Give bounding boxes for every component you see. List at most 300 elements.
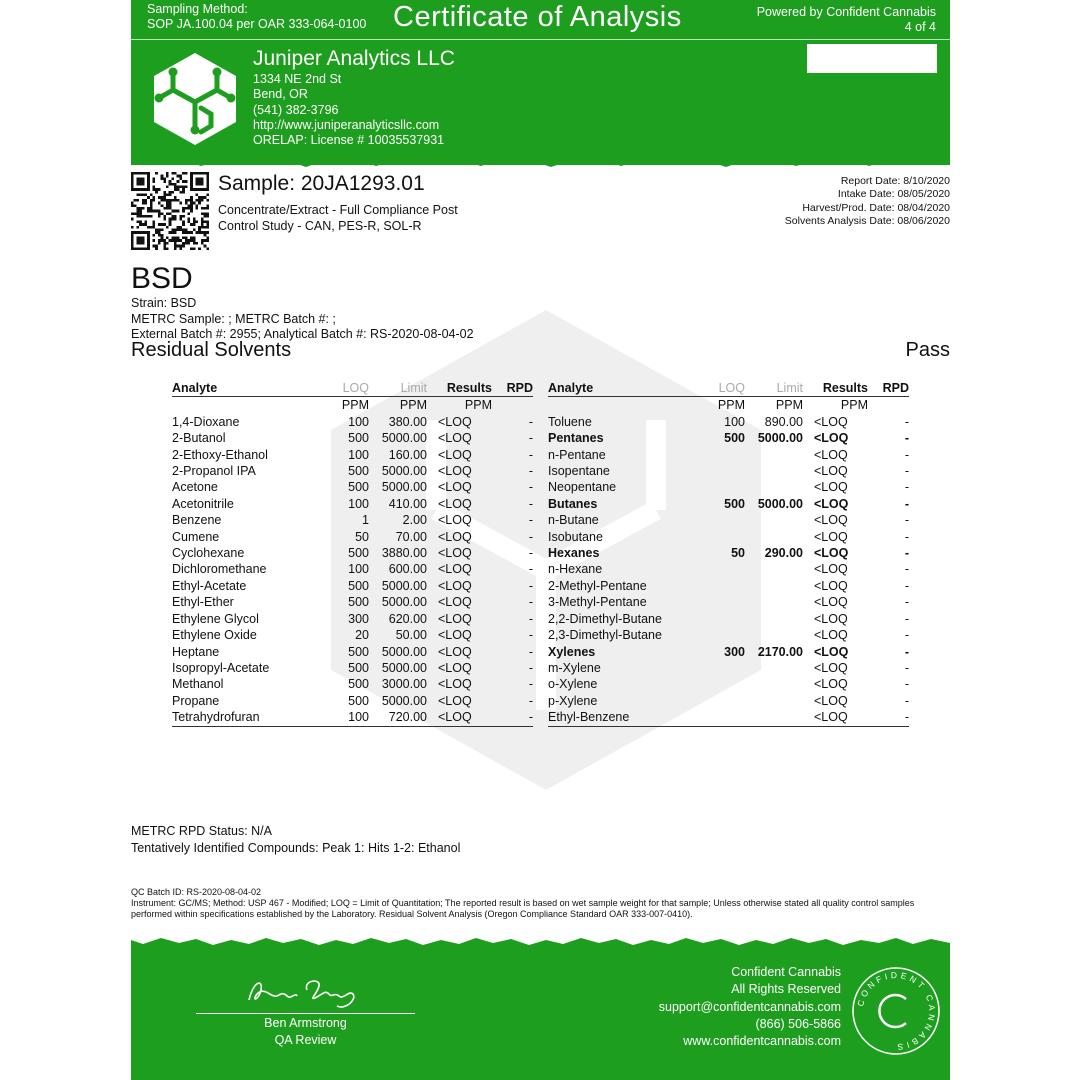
- rpd-cell: -: [868, 709, 909, 726]
- dates-block: [785, 175, 950, 228]
- unit-results: PPM: [840, 398, 868, 413]
- limit-cell: 160.00: [388, 447, 427, 462]
- limit-cell: [745, 611, 803, 627]
- loq-cell: [688, 611, 745, 627]
- svg-text:CONFIDENT CANNABIS: [855, 970, 937, 1052]
- result-cell: <LOQ: [814, 480, 848, 495]
- signer-role: QA Review: [274, 1033, 337, 1047]
- loq-cell: 1: [362, 513, 369, 528]
- intake-date: Intake Date: 08/05/2020: [837, 188, 950, 201]
- loq-cell: [688, 660, 745, 676]
- rpd-cell: -: [528, 562, 533, 577]
- sample-id: Sample: 20JA1293.01: [218, 172, 425, 195]
- loq-cell: 100: [348, 414, 369, 429]
- table-row: [172, 447, 533, 463]
- rpd-cell: -: [904, 496, 909, 511]
- limit-cell: 5000.00: [381, 464, 427, 479]
- result-cell: <LOQ: [814, 611, 848, 626]
- limit-cell: [745, 578, 803, 594]
- limit-cell: 720.00: [369, 709, 427, 726]
- table-row: [172, 693, 533, 709]
- loq-cell: 100: [348, 447, 369, 462]
- table-row: [172, 414, 533, 430]
- rpd-cell: -: [904, 447, 909, 462]
- table-row: [548, 496, 909, 512]
- notes: [131, 823, 460, 857]
- analyte-cell: m-Xylene: [548, 660, 601, 675]
- table-row: [548, 430, 909, 446]
- limit-cell: 410.00: [388, 496, 427, 511]
- loq-cell: 500: [348, 693, 369, 708]
- lab-contact: [253, 72, 444, 148]
- rpd-cell: -: [528, 660, 533, 675]
- table-row: [172, 496, 533, 512]
- result-cell: <LOQ: [814, 628, 848, 643]
- result-cell: <LOQ: [438, 677, 472, 692]
- qr-code-icon[interactable]: [131, 172, 209, 250]
- rpd-cell: -: [528, 693, 533, 708]
- col-results: Results: [803, 380, 868, 397]
- analyte-cell: Pentanes: [548, 431, 604, 446]
- result-cell: <LOQ: [438, 414, 472, 429]
- result-cell: <LOQ: [438, 546, 472, 561]
- analyte-cell: Ethylene Oxide: [172, 628, 257, 643]
- rpd-cell: -: [528, 628, 533, 643]
- limit-cell: 620.00: [388, 611, 427, 626]
- limit-cell: 5000.00: [381, 578, 427, 593]
- rpd-cell: -: [528, 447, 533, 462]
- solvents-date: Solvents Analysis Date: 08/06/2020: [784, 214, 950, 227]
- result-cell: <LOQ: [427, 709, 492, 726]
- limit-cell: 3000.00: [381, 677, 427, 692]
- analyte-cell: Isopropyl-Acetate: [172, 660, 270, 675]
- signature-image: [241, 970, 371, 1014]
- qc-batch-id: QC Batch ID: RS-2020-08-04-02: [131, 887, 262, 897]
- table-row: [172, 545, 533, 561]
- table-row: [548, 463, 909, 479]
- limit-cell: [745, 512, 803, 528]
- analyte-cell: Dichloromethane: [172, 562, 267, 577]
- analyte-cell: Benzene: [172, 513, 222, 528]
- signer-block: [196, 1015, 415, 1049]
- rpd-cell: -: [904, 431, 909, 446]
- result-cell: <LOQ: [438, 595, 472, 610]
- result-cell: <LOQ: [438, 529, 472, 544]
- loq-cell: 500: [348, 431, 369, 446]
- rpd-cell: -: [904, 693, 909, 708]
- cc-rights: All Rights Reserved: [731, 982, 841, 997]
- table-row: [548, 660, 909, 676]
- rpd-status: METRC RPD Status: N/A: [131, 824, 272, 838]
- loq-cell: 500: [348, 677, 369, 692]
- molecule-hexagon-logo-icon: [147, 50, 243, 146]
- limit-cell: 5000.00: [381, 693, 427, 708]
- table-row: [548, 561, 909, 577]
- result-cell: <LOQ: [814, 513, 848, 528]
- result-cell: <LOQ: [438, 464, 472, 479]
- rpd-cell: -: [904, 546, 909, 561]
- unit-loq: PPM: [717, 398, 745, 413]
- sampling-method-label: Sampling Method:: [147, 2, 248, 16]
- table-row: [548, 693, 909, 709]
- rpd-cell: -: [528, 529, 533, 544]
- result-cell: <LOQ: [814, 529, 848, 544]
- metrc-info: METRC Sample: ; METRC Batch #: ;: [131, 311, 336, 326]
- loq-cell: 500: [348, 660, 369, 675]
- limit-cell: 5000.00: [381, 480, 427, 495]
- loq-cell: [688, 447, 745, 463]
- sample-desc-line1: Concentrate/Extract - Full Compliance Post: [218, 203, 458, 217]
- col-analyte: Analyte: [548, 380, 688, 397]
- limit-cell: [745, 463, 803, 479]
- loq-cell: 100: [724, 414, 745, 429]
- limit-cell: 290.00: [764, 546, 803, 561]
- analyte-cell: 2,3-Dimethyl-Butane: [548, 628, 662, 643]
- rpd-cell: -: [528, 644, 533, 659]
- result-cell: <LOQ: [814, 578, 848, 593]
- table-row: [548, 447, 909, 463]
- analyte-cell: Cyclohexane: [172, 546, 245, 561]
- loq-cell: [688, 561, 745, 577]
- rpd-cell: -: [904, 595, 909, 610]
- result-cell: <LOQ: [803, 709, 868, 726]
- analyte-cell: Neopentane: [548, 480, 617, 495]
- result-cell: <LOQ: [814, 546, 849, 561]
- result-cell: <LOQ: [814, 644, 849, 659]
- loq-cell: 20: [355, 628, 369, 643]
- cc-phone: (866) 506-5866: [755, 1016, 841, 1031]
- rpd-cell: -: [904, 414, 909, 429]
- rpd-cell: -: [528, 480, 533, 495]
- result-cell: <LOQ: [438, 480, 472, 495]
- limit-cell: 70.00: [395, 529, 427, 544]
- result-cell: <LOQ: [438, 644, 472, 659]
- analyte-cell: 3-Methyl-Pentane: [548, 595, 647, 610]
- result-cell: <LOQ: [814, 431, 849, 446]
- torn-edge-top: [131, 155, 950, 169]
- certificate-page: [131, 0, 950, 1080]
- limit-cell: 5000.00: [757, 496, 803, 511]
- result-cell: <LOQ: [814, 447, 848, 462]
- loq-cell: [688, 578, 745, 594]
- table-row: [172, 660, 533, 676]
- result-cell: <LOQ: [438, 513, 472, 528]
- unit-limit: PPM: [399, 398, 427, 413]
- analyte-cell: Acetone: [172, 480, 218, 495]
- analyte-cell: Methanol: [172, 677, 224, 692]
- harvest-date: Harvest/Prod. Date: 08/04/2020: [802, 201, 950, 214]
- lab-address: 1334 NE 2nd St: [253, 72, 342, 86]
- limit-cell: 5000.00: [381, 595, 427, 610]
- col-analyte: Analyte: [172, 380, 312, 397]
- analyte-cell: Ethyl-Benzene: [548, 709, 688, 726]
- limit-cell: 890.00: [764, 414, 803, 429]
- report-date: Report Date: 8/10/2020: [840, 175, 950, 187]
- analyte-cell: Heptane: [172, 644, 220, 659]
- loq-cell: [688, 512, 745, 528]
- limit-cell: 50.00: [395, 628, 427, 643]
- limit-cell: [745, 594, 803, 610]
- limit-cell: [745, 479, 803, 495]
- col-results: Results: [427, 380, 492, 397]
- signature-line: [196, 1013, 415, 1014]
- table-row: [172, 627, 533, 643]
- analyte-cell: o-Xylene: [548, 677, 598, 692]
- limit-cell: 600.00: [388, 562, 427, 577]
- analyte-cell: Butanes: [548, 496, 598, 511]
- section-title: Residual Solvents: [131, 339, 292, 361]
- table-row: [172, 578, 533, 594]
- result-cell: <LOQ: [814, 496, 849, 511]
- loq-cell: [688, 594, 745, 610]
- loq-cell: 300: [348, 611, 369, 626]
- table-row: [172, 644, 533, 660]
- result-cell: <LOQ: [814, 562, 848, 577]
- header-band: [131, 0, 950, 165]
- rpd-cell: -: [904, 644, 909, 659]
- redacted-box: [807, 44, 937, 73]
- analyte-cell: Cumene: [172, 529, 220, 544]
- loq-cell: [688, 529, 745, 545]
- lab-name: Juniper Analytics LLC: [253, 47, 455, 70]
- table-row: [172, 512, 533, 528]
- result-cell: <LOQ: [438, 611, 472, 626]
- analyte-cell: Xylenes: [548, 644, 596, 659]
- col-rpd: RPD: [492, 380, 533, 397]
- table-row: [172, 463, 533, 479]
- limit-cell: [745, 447, 803, 463]
- rpd-cell: -: [904, 677, 909, 692]
- cc-company: Confident Cannabis: [731, 965, 841, 979]
- analyte-cell: Hexanes: [548, 546, 600, 561]
- result-cell: <LOQ: [438, 660, 472, 675]
- result-cell: <LOQ: [438, 496, 472, 511]
- col-limit: Limit: [369, 380, 427, 397]
- table-row: [548, 414, 909, 430]
- analyte-cell: 2-Ethoxy-Ethanol: [172, 447, 268, 462]
- powered-by-text: Powered by Confident Cannabis: [756, 5, 936, 19]
- loq-cell: 100: [348, 562, 369, 577]
- col-rpd: RPD: [868, 380, 909, 397]
- loq-cell: 50: [355, 529, 369, 544]
- rpd-cell: -: [528, 496, 533, 511]
- loq-cell: 500: [348, 464, 369, 479]
- result-cell: <LOQ: [814, 464, 848, 479]
- rpd-cell: -: [904, 480, 909, 495]
- table-row: [548, 611, 909, 627]
- loq-cell: 300: [724, 644, 745, 659]
- unit-loq: PPM: [341, 398, 369, 413]
- limit-cell: [745, 627, 803, 643]
- table-row: [172, 479, 533, 495]
- loq-cell: 500: [348, 480, 369, 495]
- confident-cannabis-contact: [659, 964, 841, 1050]
- table-row: [548, 479, 909, 495]
- limit-cell: [745, 709, 803, 726]
- limit-cell: 2170.00: [757, 644, 803, 659]
- table-row: [548, 644, 909, 660]
- rpd-cell: -: [904, 529, 909, 544]
- result-cell: <LOQ: [814, 414, 848, 429]
- loq-cell: 100: [348, 496, 369, 511]
- product-meta: [131, 296, 474, 343]
- analyte-cell: n-Hexane: [548, 562, 603, 577]
- table-row: [548, 512, 909, 528]
- loq-cell: 500: [724, 496, 745, 511]
- table-row: [172, 430, 533, 446]
- table-row: [172, 594, 533, 610]
- loq-cell: 50: [731, 546, 745, 561]
- table-row: [172, 676, 533, 692]
- rpd-cell: -: [904, 628, 909, 643]
- table-row: [172, 709, 533, 726]
- limit-cell: [745, 660, 803, 676]
- rpd-cell: -: [904, 611, 909, 626]
- analyte-cell: Ethyl-Acetate: [172, 578, 247, 593]
- loq-cell: [688, 463, 745, 479]
- table-row: [548, 529, 909, 545]
- table-row: [548, 709, 909, 726]
- lab-city: Bend, OR: [253, 87, 308, 102]
- table-row: [172, 611, 533, 627]
- rpd-cell: -: [528, 677, 533, 692]
- loq-cell: 500: [348, 546, 369, 561]
- result-cell: <LOQ: [814, 693, 848, 708]
- limit-cell: 5000.00: [381, 660, 427, 675]
- signer-name: Ben Armstrong: [264, 1016, 347, 1030]
- rpd-cell: -: [904, 562, 909, 577]
- analyte-cell: Isopentane: [548, 464, 610, 479]
- rpd-cell: -: [528, 595, 533, 610]
- lab-phone: (541) 382-3796: [253, 102, 339, 117]
- instrument-note: Instrument: GC/MS; Method: USP 467 - Modified; LOQ = Limit of Quantitation; The reported result is based on wet sample weight for that sample; Unless otherwise stated all quality control samples performed within specifications established by the Laboratory. Residual Solvent Analysis (Oregon Compliance Standard OAR 333-007-0410).: [131, 898, 915, 919]
- limit-cell: 5000.00: [757, 431, 803, 446]
- cc-email[interactable]: support@confidentcannabis.com: [658, 999, 841, 1014]
- loq-cell: 500: [348, 578, 369, 593]
- loq-cell: 500: [348, 595, 369, 610]
- unit-results: PPM: [464, 398, 492, 413]
- col-limit: Limit: [745, 380, 803, 397]
- analyte-cell: p-Xylene: [548, 693, 598, 708]
- analyte-cell: Toluene: [548, 414, 592, 429]
- lab-license: ORELAP: License # 10035537931: [253, 133, 445, 148]
- col-loq: LOQ: [312, 380, 369, 397]
- rpd-cell: -: [904, 464, 909, 479]
- result-cell: <LOQ: [814, 660, 848, 675]
- analyte-cell: Isobutane: [548, 529, 603, 544]
- col-loq: LOQ: [688, 380, 745, 397]
- result-cell: <LOQ: [438, 693, 472, 708]
- result-cell: <LOQ: [438, 578, 472, 593]
- analyte-cell: Tetrahydrofuran: [172, 709, 312, 726]
- table-row: [548, 545, 909, 561]
- table-row: [548, 578, 909, 594]
- batch-info: External Batch #: 2955; Analytical Batch #: RS-2020-08-04-02: [131, 327, 474, 341]
- sampling-method: [147, 2, 366, 32]
- product-name: BSD: [131, 262, 193, 295]
- loq-cell: [688, 627, 745, 643]
- powered-by: [757, 5, 936, 35]
- result-cell: <LOQ: [814, 595, 848, 610]
- result-cell: <LOQ: [814, 677, 848, 692]
- rpd-cell: -: [528, 431, 533, 446]
- rpd-cell: -: [528, 513, 533, 528]
- solvents-table-right: [548, 380, 909, 727]
- lab-url[interactable]: http://www.juniperanalyticsllc.com: [253, 117, 440, 132]
- cc-website[interactable]: www.confidentcannabis.com: [683, 1034, 841, 1049]
- unit-limit: PPM: [775, 398, 803, 413]
- left-table-body: [172, 414, 533, 726]
- sample-desc-line2: Control Study - CAN, PES-R, SOL-R: [218, 219, 422, 233]
- analyte-cell: Propane: [172, 693, 220, 708]
- sampling-method-value: SOP JA.100.04 per OAR 333-064-0100: [147, 17, 367, 31]
- result-cell: <LOQ: [438, 562, 472, 577]
- analyte-cell: Acetonitrile: [172, 496, 234, 511]
- solvents-table-left: [172, 380, 533, 727]
- table-row: [172, 529, 533, 545]
- limit-cell: [745, 676, 803, 692]
- loq-cell: [688, 479, 745, 495]
- limit-cell: [745, 561, 803, 577]
- limit-cell: [745, 693, 803, 709]
- pass-status: Pass: [905, 339, 950, 361]
- rpd-cell: -: [528, 546, 533, 561]
- analyte-cell: Ethylene Glycol: [172, 611, 259, 626]
- table-row: [548, 627, 909, 643]
- loq-cell: 100: [312, 709, 369, 726]
- loq-cell: [688, 693, 745, 709]
- sample-description: [218, 202, 458, 234]
- rpd-cell: -: [528, 414, 533, 429]
- right-table-body: [548, 414, 909, 726]
- seal-text: CONFIDENT CANNABIS: [855, 969, 938, 1053]
- page-number: 4 of 4: [904, 20, 936, 34]
- rpd-cell: -: [904, 578, 909, 593]
- analyte-cell: 2-Propanol IPA: [172, 464, 256, 479]
- limit-cell: [745, 529, 803, 545]
- analyte-cell: Ethyl-Ether: [172, 595, 234, 610]
- result-cell: <LOQ: [438, 628, 472, 643]
- loq-cell: 500: [724, 431, 745, 446]
- limit-cell: 380.00: [388, 414, 427, 429]
- loq-cell: [688, 676, 745, 692]
- limit-cell: 2.00: [402, 513, 427, 528]
- rpd-cell: -: [904, 660, 909, 675]
- certificate-title: Certificate of Analysis: [393, 1, 682, 33]
- result-cell: <LOQ: [438, 447, 472, 462]
- result-cell: <LOQ: [438, 431, 472, 446]
- tentative-compounds: Tentatively Identified Compounds: Peak 1: Hits 1-2: Ethanol: [131, 841, 461, 855]
- limit-cell: 3880.00: [381, 546, 427, 561]
- table-row: [548, 676, 909, 692]
- loq-cell: 500: [348, 644, 369, 659]
- analyte-cell: n-Pentane: [548, 447, 606, 462]
- table-row: [172, 561, 533, 577]
- loq-cell: [688, 709, 745, 726]
- rpd-cell: -: [528, 464, 533, 479]
- strain: Strain: BSD: [131, 296, 197, 310]
- analyte-cell: 2-Methyl-Pentane: [548, 578, 647, 593]
- analyte-cell: 2-Butanol: [172, 431, 226, 446]
- confident-cannabis-seal-icon: [850, 965, 942, 1057]
- rpd-cell: -: [492, 709, 533, 726]
- rpd-cell: -: [528, 611, 533, 626]
- header-divider: [131, 39, 950, 40]
- fine-print: [131, 887, 946, 920]
- rpd-cell: -: [528, 578, 533, 593]
- analyte-cell: 1,4-Dioxane: [172, 414, 240, 429]
- limit-cell: 5000.00: [381, 431, 427, 446]
